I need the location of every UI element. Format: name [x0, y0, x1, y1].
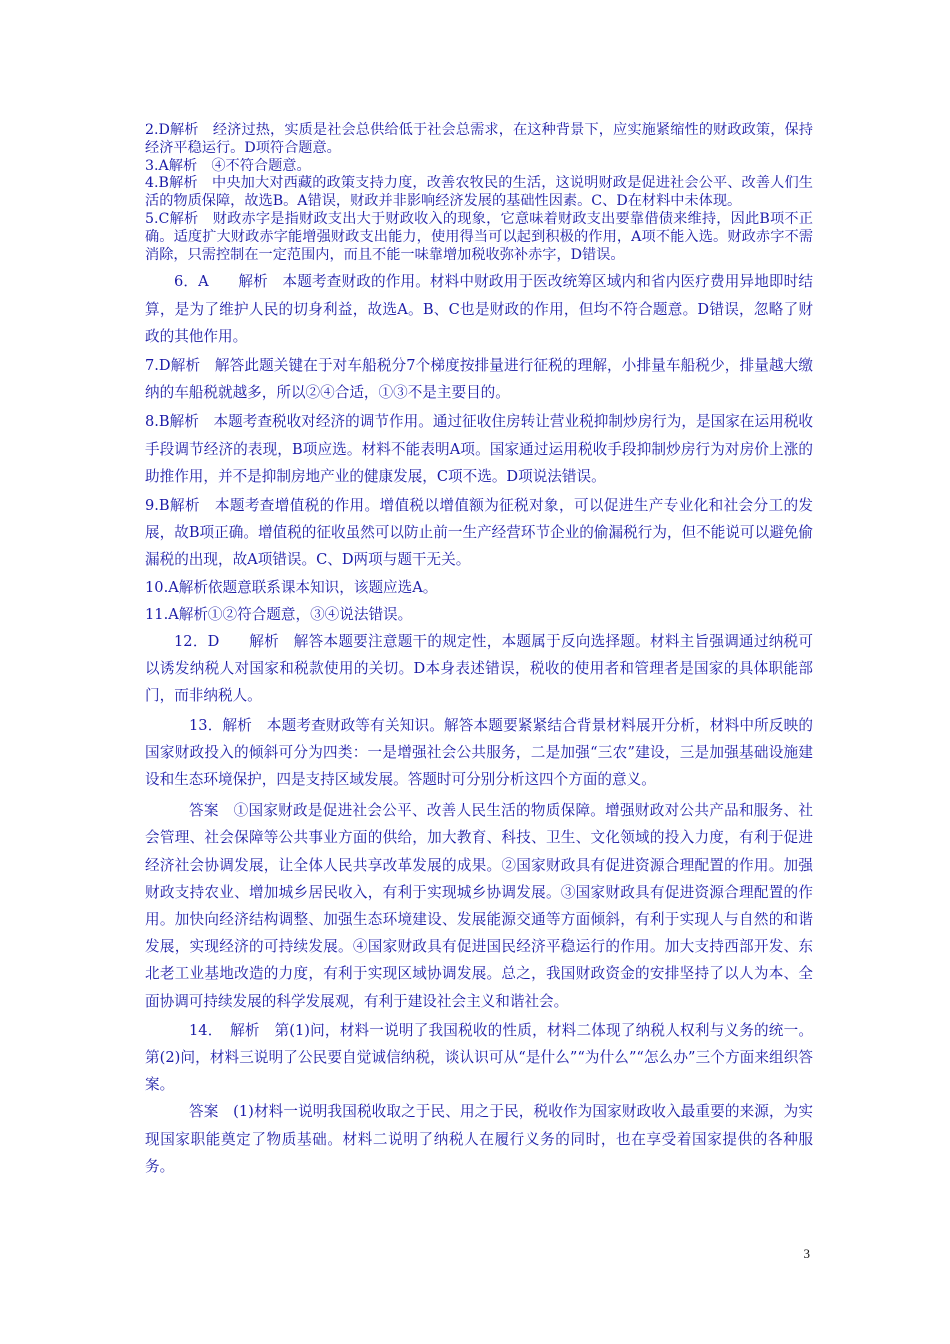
answer-item-13-analysis: 13．解析 本题考查财政等有关知识。解答本题要紧紧结合背景材料展开分析，材料中所反映的国家财政投入的倾斜可分为四类：一是增强社会公共服务，二是加强“三农”建设，三是加强基础设施建设和生态环境保护，四是支持区域发展。答题时可分别分析这四个方面的意义。	[145, 716, 813, 789]
answer-item-13-answer: 答案 ①国家财政是促进社会公平、改善人民生活的物质保障。增强财政对公共产品和服务、社会管理、社会保障等公共事业方面的供给，加大教育、科技、卫生、文化领域的投入力度，有利于促进经济社会协调发展，让全体人民共享改革发展的成果。②国家财政具有促进资源合理配置的作用。加强财政支持农业、增加城乡居民收入，有利于实现城乡协调发展。③国家财政具有促进资源合理配置的作用。加快向经济结构调整、加强生态环境建设、发展能源交通等方面倾斜，有利于实现人与自然的和谐发展，实现经济的可持续发展。④国家财政具有促进国民经济平稳运行的作用。加大支持西部开发、东北老工业基地改造的力度，有利于实现区域协调发展。总之，我国财政资金的安排坚持了以人为本、全面协调可持续发展的科学发展观，有利于建设社会主义和谐社会。	[145, 802, 813, 1010]
answer-item-14-answer: 答案 (1)材料一说明我国税收取之于民、用之于民，税收作为国家财政收入最重要的来源，为实现国家职能奠定了物质基础。材料二说明了纳税人在履行义务的同时，也在享受着国家提供的各种服务。	[145, 1103, 813, 1175]
answer-item-6: 6．A 解析 本题考查财政的作用。材料中财政用于医改统筹区域内和省内医疗费用异地即时结算，是为了维护人民的切身利益，故选A。B、C也是财政的作用，但均不符合题意。D错误，忽略了财政的其他作用。	[145, 273, 813, 345]
answer-item-9: 9.B解析 本题考查增值税的作用。增值税以增值额为征税对象，可以促进生产专业化和社会分工的发展，故B项正确。增值税的征收虽然可以防止前一生产经营环节企业的偷漏税行为，但不能说可以避免偷漏税的出现，故A项错误。C、D两项与题干无关。	[145, 497, 813, 569]
answer-item-14-analysis: 14． 解析 第(1)问，材料一说明了我国税收的性质，材料二体现了纳税人权利与义务的统一。第(2)问，材料三说明了公民要自觉诚信纳税，谈认识可从“是什么”“为什么”“怎么办”三个方面来组织答案。	[145, 1021, 813, 1094]
answer-item-5: 5.C解析 财政赤字是指财政支出大于财政收入的现象，它意味着财政支出要靠借债来维持，因此B项不正确。适度扩大财政赤字能增强财政支出能力，使用得当可以起到积极的作用，A项不能入选。财政赤字不需消除，只需控制在一定范围内，而且不能一味靠增加税收弥补赤字，D错误。	[145, 210, 813, 263]
page-number: 3	[803, 1246, 810, 1261]
answer-item-11: 11.A解析①②符合题意，③④说法错误。	[145, 605, 413, 623]
answer-item-7: 7.D解析 解答此题关键在于对车船税分7个梯度按排量进行征税的理解，小排量车船税少，排量越大缴纳的车船税就越多，所以②④合适，①③不是主要目的。	[145, 356, 813, 402]
answer-item-4: 4.B解析 中央加大对西藏的政策支持力度，改善农牧民的生活，这说明财政是促进社会公平、改善人们生活的物质保障，故选B。A错误，财政并非影响经济发展的基础性因素。C、D在材料中未体现。	[145, 175, 813, 210]
answer-item-12: 12．D 解析 解答本题要注意题干的规定性，本题属于反向选择题。材料主旨强调通过纳税可以诱发纳税人对国家和税款使用的关切。D本身表述错误，税收的使用者和管理者是国家的具体职能部门，而非纳税人。	[145, 633, 813, 705]
answer-item-8: 8.B解析 本题考查税收对经济的调节作用。通过征收住房转让营业税抑制炒房行为，是国家在运用税收手段调节经济的表现，B项应选。材料不能表明A项。国家通过运用税收手段抑制炒房行为对房价上涨的助推作用，并不是抑制房地产业的健康发展，C项不选。D项说法错误。	[145, 413, 813, 485]
answer-item-3: 3.A解析 ④不符合题意。	[145, 157, 311, 174]
answer-explanations	[145, 122, 813, 1180]
answer-item-2: 2.D解析 经济过热，实质是社会总供给低于社会总需求，在这种背景下，应实施紧缩性的财政政策，保持经济平稳运行。D项符合题意。	[145, 122, 813, 156]
answer-item-10: 10.A解析依题意联系课本知识，该题应选A。	[145, 578, 438, 596]
